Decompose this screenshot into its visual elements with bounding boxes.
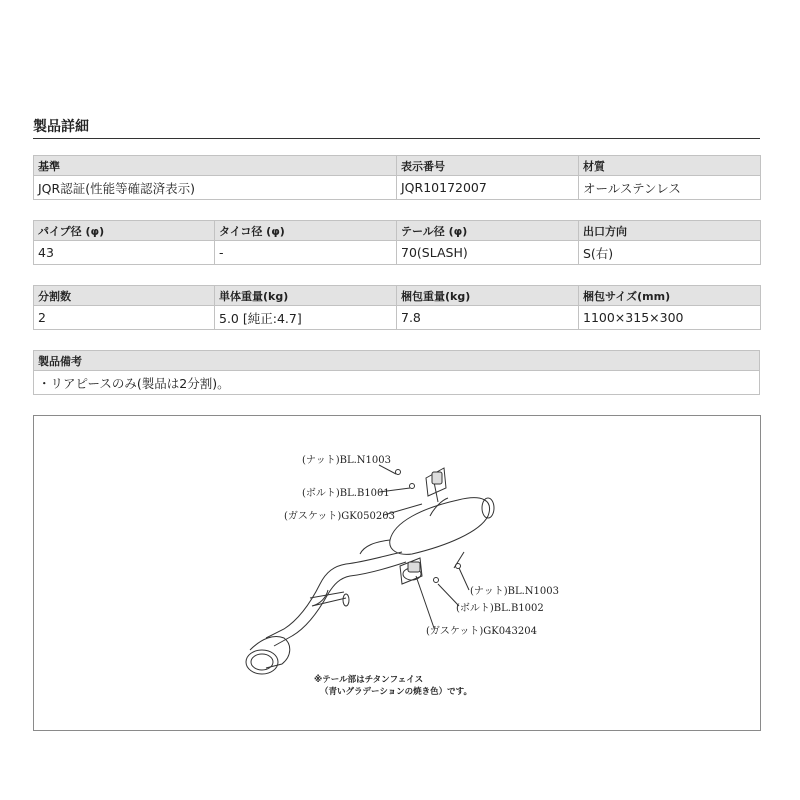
value-split-count: 2 xyxy=(34,306,215,330)
header-split-count: 分割数 xyxy=(34,286,215,306)
header-package-size: 梱包サイズ(mm) xyxy=(579,286,761,306)
value-package-weight: 7.8 xyxy=(397,306,579,330)
table-row xyxy=(34,371,760,395)
label-gasket-top: (ガスケット)GK050203 xyxy=(284,511,395,522)
value-package-size: 1100×315×300 xyxy=(579,306,761,330)
value-pipe-diameter: 43 xyxy=(34,241,215,265)
header-display-number: 表示番号 xyxy=(397,156,579,176)
label-nut-right: (ナット)BL.N1003 xyxy=(470,586,559,597)
note-line-2: （青いグラデーションの焼き色）です。 xyxy=(320,687,472,697)
label-bolt-right: (ボルト)BL.B1002 xyxy=(456,603,544,614)
table-header-row xyxy=(34,221,761,241)
value-display-number: JQR10172007 xyxy=(397,176,579,200)
table-header-row xyxy=(34,351,760,371)
value-tail-diameter: 70(SLASH) xyxy=(397,241,579,265)
value-muffler-diameter: - xyxy=(215,241,397,265)
header-standard: 基準 xyxy=(34,156,397,176)
value-standard: JQR認証(性能等確認済表示) xyxy=(34,176,397,200)
note-line-1: ※テール部はチタンフェイス xyxy=(314,675,424,685)
section-title: 製品詳細 xyxy=(33,119,89,135)
value-product-notes: ・リアピースのみ(製品は2分割)。 xyxy=(34,371,760,395)
label-nut-top: (ナット)BL.N1003 xyxy=(302,455,391,466)
header-unit-weight: 単体重量(kg) xyxy=(215,286,397,306)
table-row xyxy=(34,241,761,265)
spec-table-notes xyxy=(33,350,760,395)
header-pipe-diameter: パイプ径 (φ) xyxy=(34,221,215,241)
header-product-notes: 製品備考 xyxy=(34,351,760,371)
table-row xyxy=(34,306,761,330)
label-gasket-bottom: (ガスケット)GK043204 xyxy=(426,626,537,637)
table-header-row xyxy=(34,286,761,306)
header-tail-diameter: テール径 (φ) xyxy=(397,221,579,241)
header-material: 材質 xyxy=(579,156,761,176)
spec-table-dimensions xyxy=(33,220,761,265)
table-header-row xyxy=(34,156,761,176)
value-unit-weight: 5.0 [純正:4.7] xyxy=(215,306,397,330)
parts-diagram xyxy=(33,415,761,731)
value-material: オールステンレス xyxy=(579,176,761,200)
table-row xyxy=(34,176,761,200)
header-muffler-diameter: タイコ径 (φ) xyxy=(215,221,397,241)
spec-table-weights xyxy=(33,285,761,330)
header-exit-direction: 出口方向 xyxy=(579,221,761,241)
label-bolt-top: (ボルト)BL.B1001 xyxy=(302,488,390,499)
section-divider xyxy=(33,138,760,139)
spec-table-standard xyxy=(33,155,761,200)
header-package-weight: 梱包重量(kg) xyxy=(397,286,579,306)
value-exit-direction: S(右) xyxy=(579,241,761,265)
